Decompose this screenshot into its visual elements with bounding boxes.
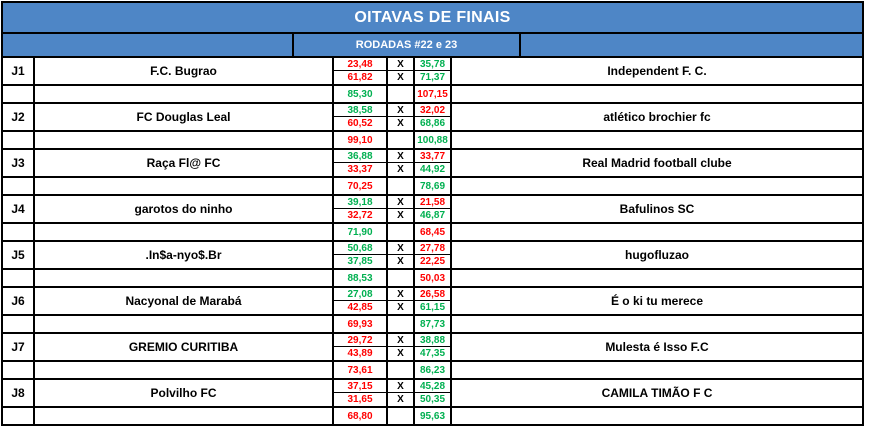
vs-x-label-game2: X	[388, 163, 415, 176]
empty-cell	[35, 360, 334, 378]
empty-cell	[452, 406, 862, 424]
away-score-game1: 26,58	[415, 288, 452, 301]
away-score-game2: 61,15	[415, 301, 452, 314]
rounds-header-row	[3, 34, 862, 58]
rounds-spacer-right	[521, 34, 862, 56]
away-score-game1: 45,28	[415, 380, 452, 393]
empty-cell	[388, 222, 415, 240]
vs-x-label-game1: X	[388, 380, 415, 393]
home-team-name: F.C. Bugrao	[35, 58, 334, 84]
match-id: J6	[3, 288, 35, 314]
vs-x-label-game1: X	[388, 334, 415, 347]
away-score-game1: 35,78	[415, 58, 452, 71]
empty-cell	[3, 314, 35, 332]
away-score-game2: 47,35	[415, 347, 452, 360]
away-score-game2: 22,25	[415, 255, 452, 268]
away-team-name: CAMILA TIMÃO F C	[601, 386, 713, 400]
empty-cell	[388, 84, 415, 102]
empty-cell	[452, 222, 862, 240]
empty-cell	[3, 130, 35, 148]
away-score-game1: 32,02	[415, 104, 452, 117]
empty-cell	[3, 406, 35, 424]
away-team-name: atlético brochier fc	[603, 110, 711, 124]
empty-cell	[452, 84, 862, 102]
away-team-name: É o ki tu merece	[610, 294, 704, 308]
home-score-game1: 38,58	[334, 104, 388, 117]
away-total: 107,15	[415, 84, 452, 102]
vs-x-label-game2: X	[388, 255, 415, 268]
home-team-name: GREMIO CURITIBA	[35, 334, 334, 360]
empty-cell	[3, 268, 35, 286]
home-score-game1: 50,68	[334, 242, 388, 255]
match-row	[3, 334, 862, 380]
away-total: 86,23	[415, 360, 452, 378]
vs-x-label-game2: X	[388, 71, 415, 84]
home-score-game1: 27,08	[334, 288, 388, 301]
empty-cell	[452, 130, 862, 148]
home-score-game1: 29,72	[334, 334, 388, 347]
empty-cell	[3, 360, 35, 378]
away-score-game2: 71,37	[415, 71, 452, 84]
bracket-table	[1, 1, 864, 426]
away-team-name: Real Madrid football clube	[582, 156, 732, 170]
home-total: 99,10	[334, 130, 388, 148]
empty-cell	[388, 314, 415, 332]
vs-x-label-game1: X	[388, 196, 415, 209]
empty-cell	[388, 176, 415, 194]
empty-cell	[35, 406, 334, 424]
away-score-game2: 68,86	[415, 117, 452, 130]
vs-x-label-game2: X	[388, 301, 415, 314]
home-score-game2: 61,82	[334, 71, 388, 84]
home-score-game1: 23,48	[334, 58, 388, 71]
empty-cell	[3, 84, 35, 102]
home-score-game2: 32,72	[334, 209, 388, 222]
away-team-name: hugofluzao	[625, 248, 689, 262]
match-id: J4	[3, 196, 35, 222]
match-id: J2	[3, 104, 35, 130]
away-total: 95,63	[415, 406, 452, 424]
home-team-name: Polvilho FC	[35, 380, 334, 406]
empty-cell	[35, 176, 334, 194]
empty-cell	[388, 130, 415, 148]
vs-x-label-game1: X	[388, 288, 415, 301]
empty-cell	[388, 406, 415, 424]
match-row	[3, 288, 862, 334]
home-total: 85,30	[334, 84, 388, 102]
home-score-game2: 43,89	[334, 347, 388, 360]
home-total: 70,25	[334, 176, 388, 194]
home-total: 88,53	[334, 268, 388, 286]
home-score-game2: 31,65	[334, 393, 388, 406]
match-id: J1	[3, 58, 35, 84]
vs-x-label-game1: X	[388, 150, 415, 163]
away-score-game1: 38,88	[415, 334, 452, 347]
home-team-name: Nacyonal de Marabá	[35, 288, 334, 314]
away-score-game2: 44,92	[415, 163, 452, 176]
match-row	[3, 58, 862, 104]
vs-x-label-game2: X	[388, 347, 415, 360]
match-id: J3	[3, 150, 35, 176]
match-id: J8	[3, 380, 35, 406]
home-team-name: .In$a-nyo$.Br	[35, 242, 334, 268]
empty-cell	[35, 222, 334, 240]
empty-cell	[452, 268, 862, 286]
empty-cell	[388, 268, 415, 286]
away-total: 50,03	[415, 268, 452, 286]
match-row	[3, 380, 862, 424]
empty-cell	[35, 268, 334, 286]
away-score-game1: 27,78	[415, 242, 452, 255]
vs-x-label-game2: X	[388, 209, 415, 222]
match-row	[3, 150, 862, 196]
empty-cell	[35, 84, 334, 102]
match-row	[3, 104, 862, 150]
home-score-game1: 37,15	[334, 380, 388, 393]
vs-x-label-game1: X	[388, 104, 415, 117]
away-total: 78,69	[415, 176, 452, 194]
rounds-label: RODADAS #22 e 23	[294, 34, 521, 56]
home-score-game1: 39,18	[334, 196, 388, 209]
vs-x-label-game2: X	[388, 393, 415, 406]
home-total: 73,61	[334, 360, 388, 378]
home-total: 68,80	[334, 406, 388, 424]
away-score-game1: 33,77	[415, 150, 452, 163]
home-team-name: Raça Fl@ FC	[35, 150, 334, 176]
match-row	[3, 242, 862, 288]
home-score-game2: 42,85	[334, 301, 388, 314]
empty-cell	[3, 176, 35, 194]
home-score-game2: 60,52	[334, 117, 388, 130]
vs-x-label-game1: X	[388, 242, 415, 255]
away-score-game1: 21,58	[415, 196, 452, 209]
away-team-name: Independent F. C.	[607, 64, 707, 78]
empty-cell	[35, 314, 334, 332]
match-id: J5	[3, 242, 35, 268]
match-id: J7	[3, 334, 35, 360]
away-total: 68,45	[415, 222, 452, 240]
home-score-game2: 33,37	[334, 163, 388, 176]
empty-cell	[3, 222, 35, 240]
away-score-game2: 50,35	[415, 393, 452, 406]
empty-cell	[452, 176, 862, 194]
empty-cell	[452, 314, 862, 332]
matches-container	[3, 58, 862, 424]
home-team-name: FC Douglas Leal	[35, 104, 334, 130]
away-team-name: Mulesta é Isso F.C	[605, 340, 709, 354]
match-row	[3, 196, 862, 242]
away-total: 87,73	[415, 314, 452, 332]
home-score-game2: 37,85	[334, 255, 388, 268]
away-total: 100,88	[415, 130, 452, 148]
home-team-name: garotos do ninho	[35, 196, 334, 222]
empty-cell	[35, 130, 334, 148]
home-score-game1: 36,88	[334, 150, 388, 163]
rounds-spacer-left	[3, 34, 294, 56]
empty-cell	[452, 360, 862, 378]
bracket-title: OITAVAS DE FINAIS	[3, 3, 862, 34]
home-total: 71,90	[334, 222, 388, 240]
away-team-name: Bafulinos SC	[619, 202, 695, 216]
vs-x-label-game1: X	[388, 58, 415, 71]
empty-cell	[388, 360, 415, 378]
home-total: 69,93	[334, 314, 388, 332]
vs-x-label-game2: X	[388, 117, 415, 130]
away-score-game2: 46,87	[415, 209, 452, 222]
